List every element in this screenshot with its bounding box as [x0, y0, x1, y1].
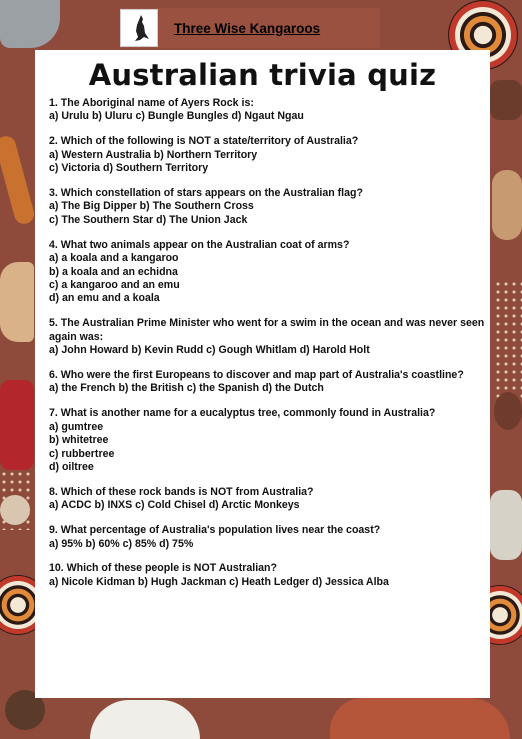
bilby-illustration — [0, 495, 30, 525]
answer-options: b) whitetree — [49, 434, 109, 447]
answer-options: a) Urulu b) Uluru c) Bungle Bungles d) Ngaut Ngau — [49, 110, 304, 123]
question-item — [49, 317, 485, 357]
question-item — [49, 486, 485, 513]
answer-options: a) John Howard b) Kevin Rudd c) Gough Whitlam d) Harold Holt — [49, 344, 370, 357]
wombat-illustration — [492, 170, 522, 240]
koala-illustration — [0, 0, 60, 48]
page-title: Australian trivia quiz — [88, 58, 437, 92]
question-text: 5. The Australian Prime Minister who went for a swim in the ocean and was never seen again was: — [49, 317, 485, 343]
quiz-card — [35, 50, 490, 698]
kangaroo-illustration — [0, 262, 34, 342]
answer-options: a) gumtree — [49, 420, 104, 433]
question-text: 3. Which constellation of stars appears on the Australian flag? — [49, 187, 363, 200]
question-text: 7. What is another name for a eucalyptus tree, commonly found in Australia? — [49, 407, 436, 420]
kangaroo-logo-icon — [120, 9, 158, 47]
answer-options: a) Nicole Kidman b) Hugh Jackman c) Heath Ledger d) Jessica Alba — [49, 575, 389, 588]
question-item — [49, 524, 485, 551]
answer-options: c) rubbertree — [49, 447, 115, 460]
answer-options: a) the French b) the British c) the Spanish d) the Dutch — [49, 382, 324, 395]
answer-options: d) oiltree — [49, 460, 94, 473]
question-text: 8. Which of these rock bands is NOT from Australia? — [49, 485, 314, 498]
answer-options: a) 95% b) 60% c) 85% d) 75% — [49, 537, 194, 550]
question-text: 9. What percentage of Australia's population lives near the coast? — [49, 524, 381, 537]
question-text: 6. Who were the first Europeans to discover and map part of Australia's coastline? — [49, 369, 464, 381]
answer-options: a) The Big Dipper b) The Southern Cross — [49, 200, 254, 213]
header — [120, 10, 380, 46]
person-face-illustration — [494, 392, 522, 430]
dot-pattern-right — [494, 280, 522, 400]
answer-options: b) a koala and an echidna — [49, 265, 178, 278]
kookaburra-illustration — [490, 490, 522, 560]
answer-options: c) Victoria d) Southern Territory — [49, 162, 209, 175]
answer-options: a) ACDC b) INXS c) Cold Chisel d) Arctic Monkeys — [49, 499, 300, 512]
question-text: 10. Which of these people is NOT Australian? — [49, 562, 277, 575]
answer-options: d) an emu and a koala — [49, 292, 160, 305]
question-item — [49, 187, 485, 227]
question-item — [49, 369, 485, 396]
question-text: 4. What two animals appear on the Australian coat of arms? — [49, 238, 350, 251]
question-item — [49, 97, 485, 124]
question-item — [49, 239, 485, 306]
question-list — [49, 97, 485, 601]
emu-illustration — [490, 80, 522, 120]
waratah-flower-illustration — [0, 380, 34, 470]
answer-options: c) The Southern Star d) The Union Jack — [49, 213, 248, 226]
answer-options: a) Western Australia b) Northern Territory — [49, 148, 258, 161]
question-text: 2. Which of the following is NOT a state/territory of Australia? — [49, 135, 359, 148]
question-item — [49, 135, 485, 175]
answer-options: a) a koala and a kangaroo — [49, 252, 179, 265]
sydney-opera-house-illustration — [90, 700, 200, 739]
question-item — [49, 407, 485, 474]
question-item — [49, 562, 485, 589]
question-text: 1. The Aboriginal name of Ayers Rock is: — [49, 97, 254, 109]
boomerang-icon — [0, 134, 36, 226]
uluru-illustration — [330, 698, 510, 739]
brand-name[interactable]: Three Wise Kangaroos — [174, 20, 321, 36]
answer-options: c) a kangaroo and an emu — [49, 278, 180, 291]
